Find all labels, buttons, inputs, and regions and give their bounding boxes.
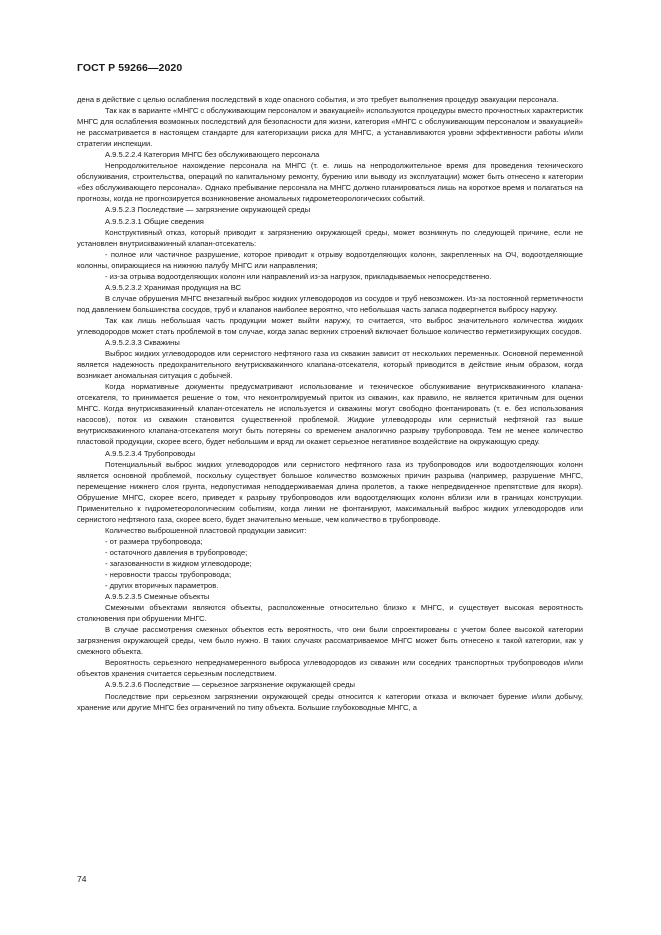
paragraph: Когда нормативные документы предусматривают использование и техническое обслуживание внутрискважинного клапана-отсекателя, то принимается решение о том, что неконтролируемый приток из скважин, как правило, не является критичным для оценки МНГС. Когда внутрискважинный клапан-отсекатель не используется и скважины могут свободно фонтанировать (т. е. без использования насосов), поток из скважин становится существенной проблемой. Жидкие углеводороды или сернистый нефтяной газ выше внутрискважинного клапана-отсекателя могут быть потеряны со временем аналогично разрыву трубопровода. Тем не менее количество пластовой продукции, скорее всего, будет небольшим и вряд ли окажет серьезное негативное воздействие на окружающую среду.: [77, 382, 583, 447]
section-heading: А.9.5.2.3.5 Смежные объекты: [105, 592, 210, 602]
list-item: - из-за отрыва водоотделяющих колонн или направлений из-за нагрузок, прикладываемых непосредственно.: [105, 271, 492, 281]
list-item: - полное или частичное разрушение, которое приводит к отрыву водоотделяющих колонн, закрепленных на ОЧ, водоотделяющие колонны, опирающиеся на нижнюю палубу МНГС или направления;: [77, 249, 583, 270]
section-heading: А.9.5.2.3.3 Скважины: [105, 338, 180, 348]
paragraph: Последствие при серьезном загрязнении окружающей среды относится к категории отказа и включает бурение и/или добычу, хранение или другие МНГС без ограничений по типу объекта. Большие глубоководные МНГС, а: [77, 691, 583, 712]
paragraph: Непродолжительное нахождение персонала на МНГС (т. е. лишь на непродолжительное время для проведения технического обслуживания, строительства, операций по капитальному ремонту, бурению или выводу из эксплуатации) может быть отнесено к категории «без обслуживающего персонала». Однако пребывание персонала на МНГС должно планироваться лишь на короткое время и полагаться на прогнозы, когда не прогнозируется возникновение аномальных гидрометеорологических событий.: [77, 161, 583, 204]
paragraph: Так как в варианте «МНГС с обслуживающим персоналом и эвакуацией» используются процедуры вместо прочностных характеристик МНГС для ослабления возможных последствий для безопасности для жизни, категория «МНГС с обслуживающим персоналом и эвакуацией» не рассматривается в настоящем стандарте для категоризации риска для МНГС, а устанавливаются уровни эффективности работы и/или стратегии инспекции.: [77, 106, 583, 149]
section-heading: А.9.5.2.3.6 Последствие — серьезное загрязнение окружающей среды: [105, 680, 355, 690]
paragraph: В случае рассмотрения смежных объектов есть вероятность, что они были спроектированы с учетом более высокой категории загрязнения окружающей среды, чем было нужно. В таких случаях рассматриваемое МНГС может быть отнесено к такой категории, как у смежного объекта.: [77, 625, 583, 657]
section-heading: А.9.5.2.3.1 Общие сведения: [105, 216, 204, 226]
section-heading: А.9.5.2.3 Последствие — загрязнение окружающей среды: [105, 205, 311, 215]
section-heading: А.9.5.2.2.4 Категория МНГС без обслуживающего персонала: [105, 150, 320, 160]
paragraph: Потенциальный выброс жидких углеводородов или сернистого нефтяного газа из трубопроводов или водоотделяющих колонн является основной проблемой, поскольку существует большое количество возможных причин разрыва (например, разрушение МНГС, перемещение нижнего слоя грунта, недопустимая неподдерживаемая длина пролетов, а также непредвиденное препятствие для якоря). Обрушение МНГС, скорее всего, приведет к разрыву трубопроводов или водоотделяющих колонн вблизи или в границах конструкции. Применительно к гидрометеорологическим событиям, когда линии не фонтанируют, максимальный выброс жидких углеводородов или сернистого нефтяного газа, скорее всего, будет значительно меньше, чем количество в трубопроводе.: [77, 459, 583, 524]
page-body: [77, 94, 583, 713]
paragraph: Так как лишь небольшая часть продукции может выйти наружу, то считается, что выброс значительного количества жидких углеводородов может стать проблемой в том случае, когда запас верхних строений включает большое количество герметизирующих сосудов.: [77, 315, 583, 336]
list-item: - других вторичных параметров.: [105, 581, 219, 591]
list-item: - неровности трассы трубопровода;: [105, 570, 232, 580]
list-item: - остаточного давления в трубопроводе;: [105, 547, 248, 557]
paragraph: Конструктивный отказ, который приводит к загрязнению окружающей среды, может возникнуть по следующей причине, если не установлен внутрискважинный клапан-отсекатель:: [77, 227, 583, 248]
list-item: - от размера трубопровода;: [105, 536, 203, 546]
page-number: 74: [77, 874, 87, 884]
section-heading: А.9.5.2.3.4 Трубопроводы: [105, 448, 196, 458]
paragraph: Смежными объектами являются объекты, расположенные относительно близко к МНГС, и существует высокая вероятность столкновения при обрушении МНГС.: [77, 603, 583, 624]
section-heading: А.9.5.2.3.2 Хранимая продукция на ВС: [105, 282, 242, 292]
list-item: - загазованности в жидком углеводороде;: [105, 558, 252, 568]
paragraph: дена в действие с целью ослабления последствий в ходе опасного события, и это требует выполнения процедур эвакуации персонала.: [77, 95, 559, 104]
paragraph: Выброс жидких углеводородов или сернистого нефтяного газа из скважин зависит от нескольких переменных. Основной переменной является надежность предохранительного внутрискважинного клапана-отсекателя, который приводится в действие иным образом, когда возникает аномальная ситуация с добычей.: [77, 349, 583, 381]
paragraph: Вероятность серьезного непреднамеренного выброса углеводородов из скважин или соседних транспортных трубопроводов и/или объектов хранения считается серьезным последствием.: [77, 658, 583, 679]
paragraph: В случае обрушения МНГС внезапный выброс жидких углеводородов из сосудов и труб невозможен. Из-за постоянной герметичности под давлением большинства сосудов, труб и клапанов наиболее вероятно, что небольшая часть запаса подвергнется выбросу наружу.: [77, 293, 583, 314]
document-header: ГОСТ Р 59266—2020: [77, 62, 183, 74]
paragraph: Количество выброшенной пластовой продукции зависит:: [105, 525, 307, 535]
